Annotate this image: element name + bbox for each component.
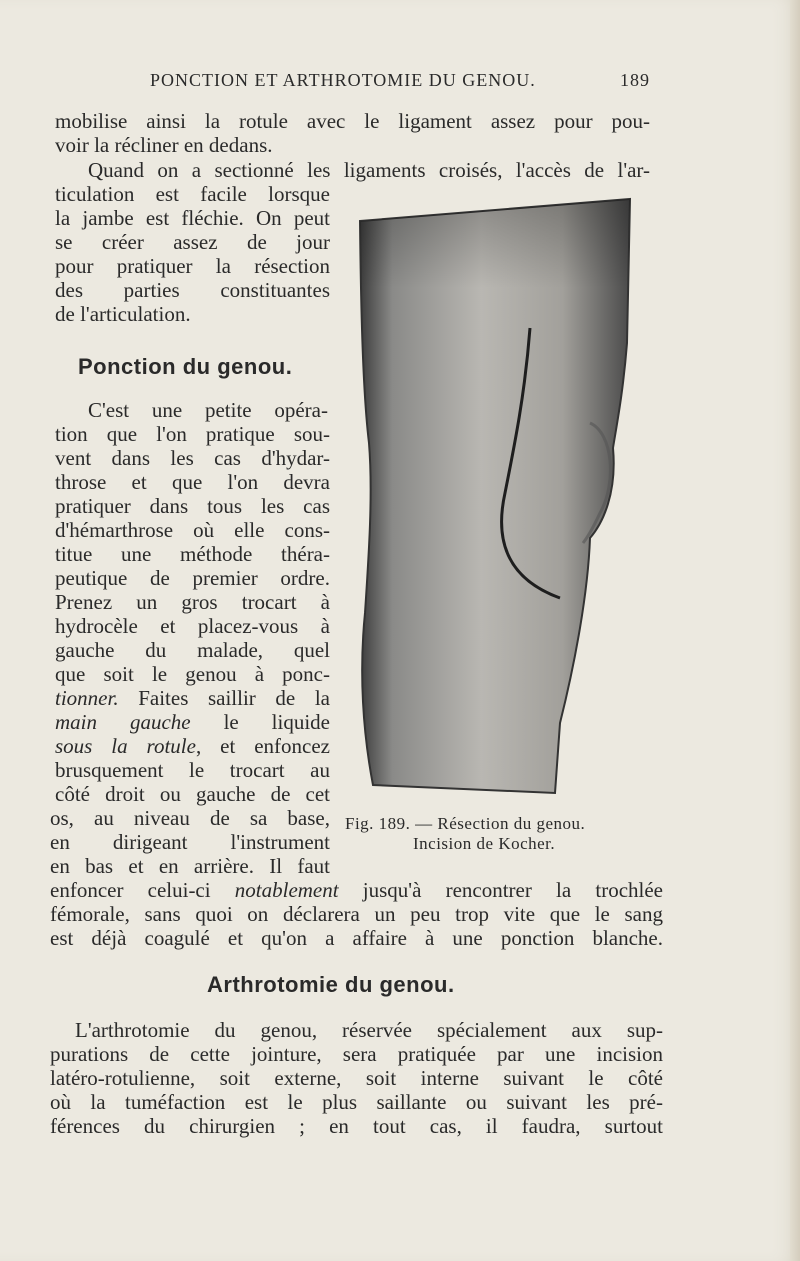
text-line: voir la récliner en dedans. <box>55 133 273 157</box>
text-line: os, au niveau de sa base, <box>50 806 330 830</box>
running-head <box>150 70 650 94</box>
text-line: la jambe est fléchie. On peut <box>55 206 330 230</box>
text-line: brusquement le trocart au <box>55 758 330 782</box>
text-line: de l'articulation. <box>55 302 191 326</box>
italic-text: sous la rotule <box>55 734 196 758</box>
knee-illustration <box>355 193 635 798</box>
text-line: titue une méthode théra- <box>55 542 330 566</box>
text-line: est déjà coagulé et qu'on a affaire à une ponction blanche. <box>50 926 663 950</box>
text-span: le liquide <box>190 710 330 734</box>
text-line: des parties constituantes <box>55 278 330 302</box>
section-heading: Arthrotomie du genou. <box>207 972 455 997</box>
page-edge <box>790 0 800 1261</box>
text-line: vent dans les cas d'hydar- <box>55 446 330 470</box>
paragraph-first-line: Quand on a sectionné les ligaments croisés, l'accès de l'ar- <box>88 158 650 182</box>
text-line: mobilise ainsi la rotule avec le ligament assez pour pou- <box>55 109 650 133</box>
page-number: 189 <box>620 70 650 90</box>
section-heading: Ponction du genou. <box>78 354 293 379</box>
italic-text: main gauche <box>55 710 191 734</box>
text-line: férences du chirurgien ; en tout cas, il faudra, surtout <box>50 1114 663 1138</box>
text-line-italic <box>55 734 330 758</box>
text-line-italic <box>55 710 330 734</box>
figure-caption: Fig. 189. — Résection du genou. <box>345 814 586 833</box>
text-line: en dirigeant l'instrument <box>50 830 330 854</box>
text-line: peutique de premier ordre. <box>55 566 330 590</box>
italic-text: tionner. <box>55 686 119 710</box>
text-line: latéro-rotulienne, soit externe, soit interne suivant le côté <box>50 1066 663 1090</box>
text-line: Prenez un gros trocart à <box>55 590 330 614</box>
text-line: throse et que l'on devra <box>55 470 330 494</box>
text-line: hydrocèle et placez-vous à <box>55 614 330 638</box>
text-line: fémorale, sans quoi on déclarera un peu trop vite que le sang <box>50 902 663 926</box>
paragraph-first-line: C'est une petite opéra- <box>88 398 328 422</box>
paragraph-first-line: L'arthrotomie du genou, réservée spécialement aux sup- <box>75 1018 663 1042</box>
text-line-italic <box>55 686 330 710</box>
text-line-italic <box>50 878 663 902</box>
text-span: , et enfoncez <box>195 734 330 758</box>
text-line: d'hémarthrose où elle cons- <box>55 518 330 542</box>
text-line: que soit le genou à ponc- <box>55 662 330 686</box>
text-line: gauche du malade, quel <box>55 638 330 662</box>
text-line: purations de cette jointure, sera pratiquée par une incision <box>50 1042 663 1066</box>
text-line: côté droit ou gauche de cet <box>55 782 330 806</box>
text-span: Faites saillir de la <box>118 686 330 710</box>
text-line: se créer assez de jour <box>55 230 330 254</box>
text-line: ticulation est facile lorsque <box>55 182 330 206</box>
text-span: enfoncer celui-ci <box>50 878 235 902</box>
text-line: tion que l'on pratique sou- <box>55 422 330 446</box>
text-line: en bas et en arrière. Il faut <box>50 854 330 878</box>
running-title: PONCTION ET ARTHROTOMIE DU GENOU. <box>150 70 536 90</box>
text-line: pratiquer dans tous les cas <box>55 494 330 518</box>
leg-shadow <box>360 199 630 793</box>
text-span: jusqu'à rencontrer la trochlée <box>338 878 663 902</box>
figure-caption-subtitle: Incision de Kocher. <box>413 834 556 853</box>
text-line: où la tuméfaction est le plus saillante ou suivant les pré- <box>50 1090 663 1114</box>
italic-text: notablement <box>234 878 339 902</box>
text-line: pour pratiquer la résection <box>55 254 330 278</box>
